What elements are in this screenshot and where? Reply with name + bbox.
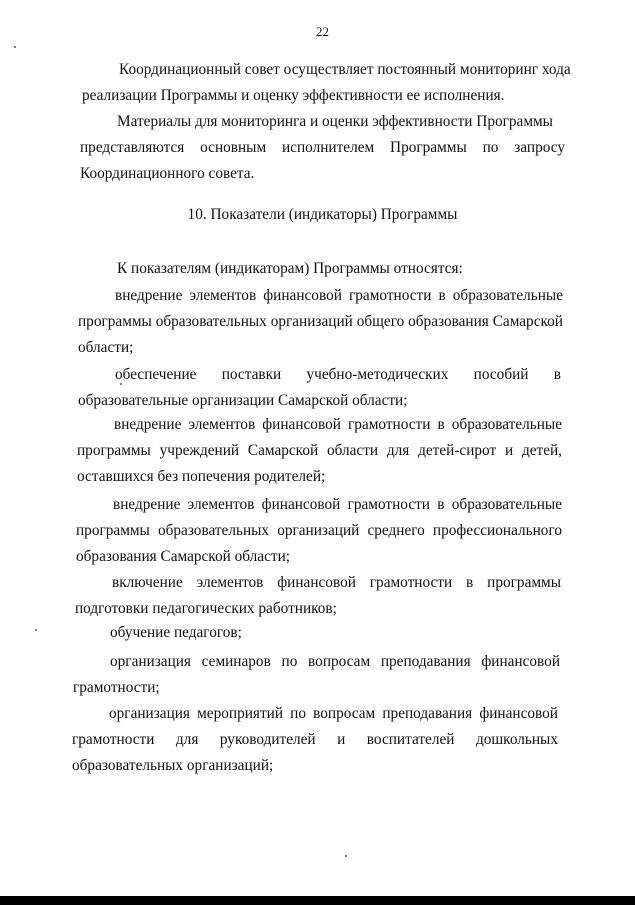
text-line: образования Самарской области; — [76, 548, 291, 565]
indicator-item — [78, 362, 561, 414]
text-line: грамотности; — [73, 679, 160, 696]
text-line: программы учреждений Самарской области для детей-сирот и детей, — [77, 442, 562, 459]
text-line: обучение педагогов; — [110, 624, 242, 641]
indicator-item — [73, 649, 560, 701]
text-line: образовательные организации Самарской области; — [78, 392, 408, 409]
scan-speck — [120, 383, 122, 385]
text-line: обеспечение поставки учебно-методических пособий в — [115, 366, 561, 383]
section-heading: 10. Показатели (индикаторы) Программы — [187, 206, 458, 223]
text-line: включение элементов финансовой грамотности в программы — [112, 574, 561, 591]
text-line: Материалы для мониторинга и оценки эффективности Программы — [117, 113, 553, 130]
text-line: оставшихся без попечения родителей; — [77, 468, 326, 485]
text-line: подготовки педагогических работников; — [75, 600, 337, 617]
scan-speck — [14, 46, 16, 48]
text-line: программы образовательных организаций среднего профессионального — [76, 522, 562, 539]
text-line: Координационного совета. — [80, 165, 255, 182]
scan-edge-bar — [0, 896, 635, 905]
text-line: программы образовательных организаций общего образования Самарской — [78, 313, 563, 330]
scan-speck — [345, 855, 347, 857]
text-line: грамотности для руководителей и воспитателей дошкольных — [72, 731, 558, 748]
paragraph-materials — [80, 109, 565, 187]
paragraph-monitoring — [82, 57, 571, 109]
indicator-item — [78, 283, 563, 361]
text-line: образовательных организаций; — [72, 757, 274, 774]
indicator-item — [77, 412, 562, 490]
page-number: 22 — [316, 24, 329, 39]
indicator-item — [75, 570, 561, 622]
text-line: организация семинаров по вопросам преподавания финансовой — [110, 653, 560, 670]
text-line: Координационный совет осуществляет постоянный мониторинг хода — [119, 61, 571, 78]
text-line: внедрение элементов финансовой грамотности в образовательные — [115, 287, 563, 304]
text-line: К показателям (индикаторам) Программы относятся: — [117, 260, 463, 277]
text-line: внедрение элементов финансовой грамотности в образовательные — [113, 496, 562, 513]
text-line: представляются основным исполнителем Программы по запросу — [80, 139, 565, 156]
paragraph-intro — [117, 256, 557, 282]
text-line: внедрение элементов финансовой грамотности в образовательные — [114, 416, 562, 433]
text-line: организация мероприятий по вопросам преподавания финансовой — [109, 705, 558, 722]
indicator-item — [72, 701, 558, 779]
indicator-item — [110, 620, 410, 646]
indicator-item — [76, 492, 562, 570]
scan-speck — [35, 629, 37, 631]
text-line: области; — [78, 339, 134, 356]
text-line: реализации Программы и оценку эффективности ее исполнения. — [82, 87, 505, 104]
